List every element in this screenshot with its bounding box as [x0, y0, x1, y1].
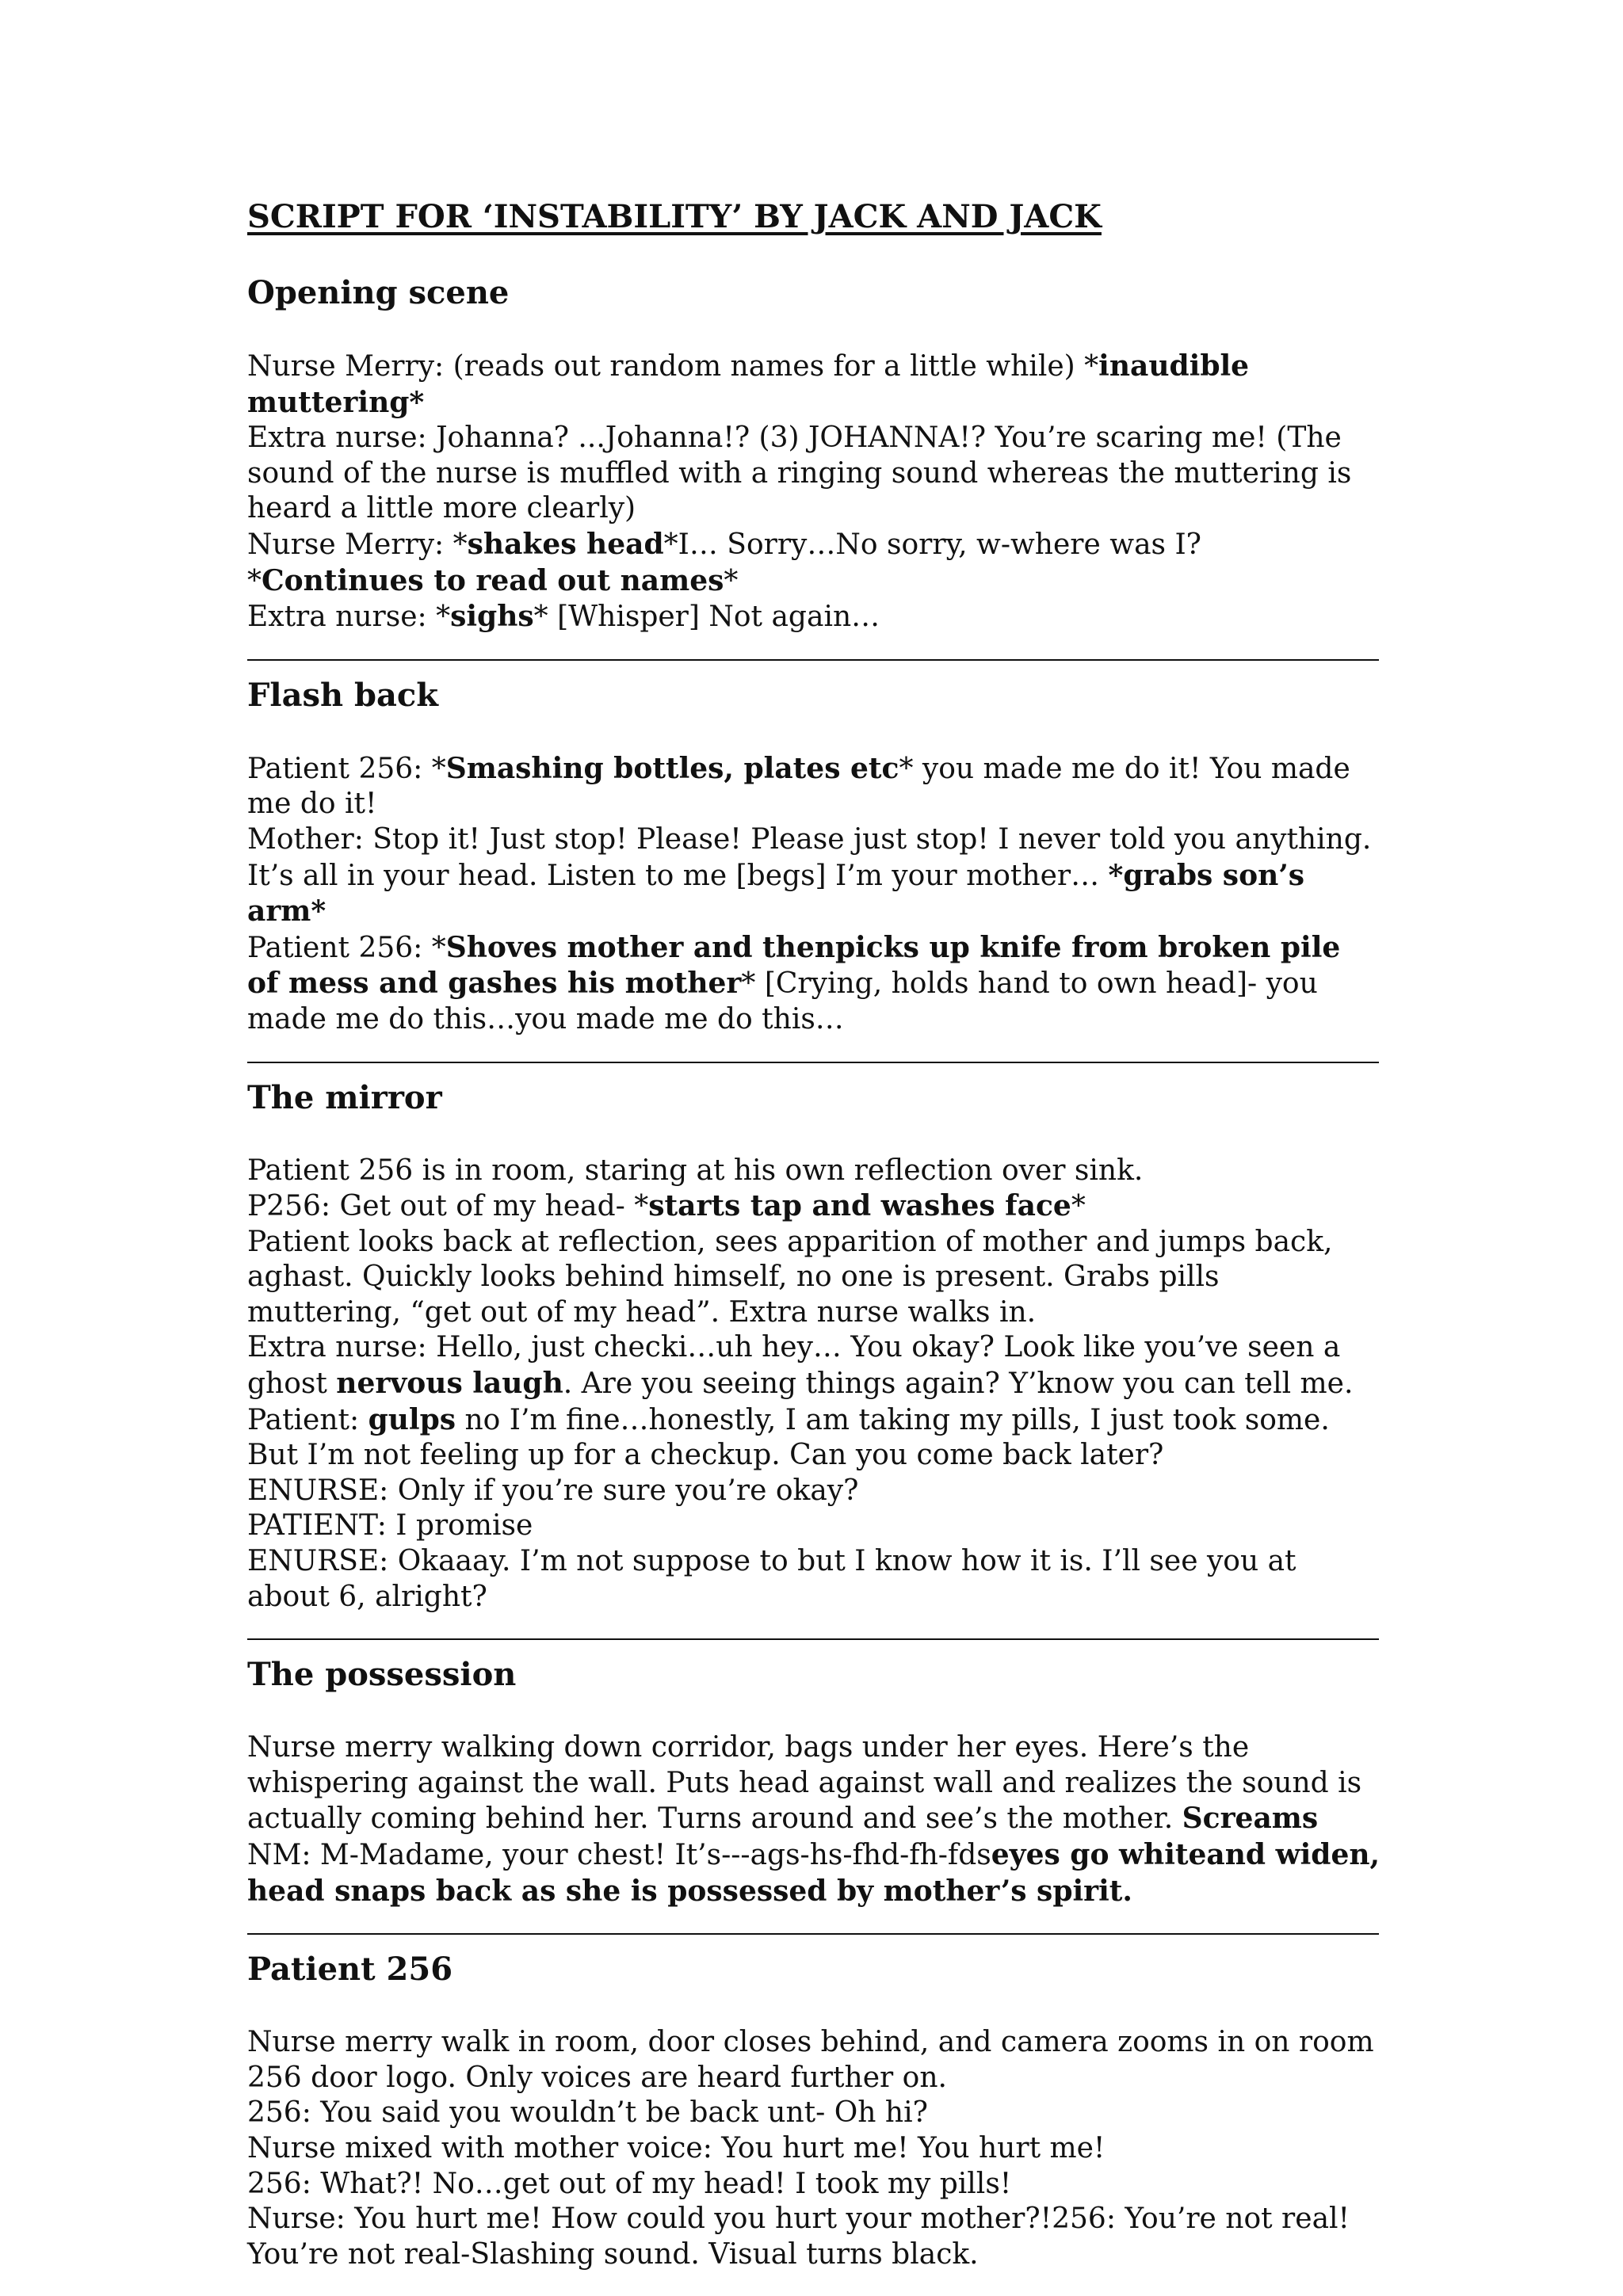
line-text: * [Crying, holds hand to own head]- you made me do this…you made me do this… [247, 967, 1318, 1035]
line-text: Extra nurse: Hello, just checki…uh hey… You okay? Look like you’ve seen a ghost [247, 1331, 1341, 1401]
script-line [247, 1330, 1381, 1402]
section-body [247, 751, 1381, 1038]
stage-direction-bold: shakes head [467, 527, 664, 561]
script-line [247, 2167, 1381, 2203]
stage-direction-bold: starts tap and washes face [648, 1189, 1071, 1223]
script-line [247, 751, 1381, 822]
script-line [247, 1508, 1381, 1544]
script-line [247, 349, 1381, 421]
stage-direction-bold: Continues to read out names [262, 563, 724, 597]
line-text: Nurse Merry: * [247, 528, 468, 561]
stage-direction-bold: Shoves mother and thenpicks up knife from broken pile of mess and gashes his mother [247, 930, 1341, 1001]
script-line [247, 2025, 1381, 2096]
script-line [247, 822, 1381, 930]
line-text: Nurse Merry: (reads out random names for a little while) * [247, 350, 1099, 383]
script-line [247, 1544, 1381, 1615]
stage-direction-bold: inaudible muttering* [247, 349, 1250, 419]
script-document [247, 196, 1381, 2272]
script-line [247, 527, 1381, 599]
line-text: P256: Get out of my head- * [247, 1190, 649, 1223]
section-heading: The mirror [247, 1078, 442, 1116]
line-text: 256: What?! No…get out of my head! I took my pills! [247, 2167, 1012, 2200]
line-text: Patient 256: * [247, 931, 446, 964]
stage-direction-bold: Smashing bottles, plates etc [445, 751, 899, 785]
line-text: ENURSE: Okaaay. I’m not suppose to but I know how it is. I’ll see you at about 6, alright? [247, 1545, 1296, 1613]
section-body [247, 1730, 1381, 1909]
line-text: *I… Sorry…No sorry, w-where was I? * [247, 528, 1201, 597]
line-text: Patient 256 is in room, staring at his own reflection over sink. [247, 1154, 1144, 1187]
script-line [247, 1188, 1381, 1225]
line-text: PATIENT: I promise [247, 1509, 533, 1543]
script-line [247, 421, 1381, 527]
stage-direction-bold: eyes go whiteand widen, head snaps back as she is possessed by mother’s spirit. [247, 1838, 1381, 1908]
section-body [247, 349, 1381, 635]
line-text: Patient 256: * [247, 752, 446, 785]
line-text: 256: You said you wouldn’t be back unt- Oh hi? [247, 2096, 928, 2130]
section-heading: Patient 256 [247, 1951, 453, 1989]
script-line [247, 1402, 1381, 1474]
line-text: Nurse mixed with mother voice: You hurt me! You hurt me! [247, 2131, 1106, 2164]
script-line [247, 1730, 1381, 1837]
section-divider [247, 659, 1379, 661]
section-heading: The possession [247, 1656, 517, 1694]
stage-direction-bold: nervous laugh [336, 1367, 563, 1401]
script-sections [247, 273, 1381, 2272]
script-line [247, 1837, 1381, 1909]
section-body [247, 1154, 1381, 1615]
line-text: * [1071, 1190, 1086, 1223]
script-line [247, 2096, 1381, 2131]
section-heading: Flash back [247, 676, 438, 714]
line-text: Extra nurse: * [247, 601, 451, 634]
section-divider [247, 1062, 1379, 1063]
stage-direction-bold: sighs [450, 600, 534, 634]
line-text: * [Whisper] Not again… [533, 601, 880, 634]
script-line [247, 599, 1381, 635]
line-text: ENURSE: Only if you’re sure you’re okay? [247, 1474, 859, 1507]
stage-direction-bold: *grabs son’s arm* [247, 858, 1305, 929]
section-heading: Opening scene [247, 274, 510, 311]
script-line [247, 1474, 1381, 1509]
script-line [247, 1154, 1381, 1189]
line-text: Mother: Stop it! Just stop! Please! Please just stop! I never told you anything. It’s all in your head. Listen to me [begs] I’m your mother… [247, 822, 1372, 892]
line-text: Patient looks back at reflection, sees apparition of mother and jumps back, aghast. Quickly looks behind himself, no one is present. Grabs pills muttering, “get out of my head”. Extra nurse walks in. [247, 1225, 1333, 1329]
section-body [247, 2025, 1381, 2272]
line-text: Extra nurse: Johanna? ...Johanna!? (3) JOHANNA!? You’re scaring me! (The sound of the nurse is muffled with a ringing sound whereas the muttering is heard a little more clearly) [247, 421, 1352, 525]
script-line [247, 930, 1381, 1038]
script-line [247, 2131, 1381, 2167]
document-title: SCRIPT FOR ‘INSTABILITY’ BY JACK AND JACK [247, 198, 1102, 235]
line-text: . Are you seeing things again? Y’know you can tell me. [563, 1367, 1354, 1401]
section-divider [247, 1933, 1379, 1935]
line-text: * you made me do it! You made me do it! [247, 752, 1350, 821]
line-text: * [724, 564, 739, 597]
stage-direction-bold: gulps [368, 1402, 456, 1436]
line-text: NM: M-Madame, your chest! It’s---ags-hs-fhd-fh-fds [247, 1839, 991, 1871]
section-divider [247, 1638, 1379, 1640]
script-line [247, 2202, 1381, 2272]
line-text: Nurse merry walking down corridor, bags under her eyes. Here’s the whispering against the wall. Puts head against wall and realizes the sound is actually coming behind her. Turns around and see’s the mother. [247, 1731, 1362, 1836]
line-text: no I’m fine…honestly, I am taking my pills, I just took some. But I’m not feeling up for a checkup. Can you come back later? [247, 1403, 1330, 1472]
line-text: Patient: [247, 1403, 369, 1436]
line-text: Nurse merry walk in room, door closes behind, and camera zooms in on room 256 door logo. Only voices are heard further on. [247, 2026, 1374, 2094]
script-line [247, 1225, 1381, 1331]
line-text: Nurse: You hurt me! How could you hurt your mother?!256: You’re not real! You’re not real-Slashing sound. Visual turns black. [247, 2203, 1350, 2271]
stage-direction-bold: Screams [1182, 1802, 1319, 1836]
